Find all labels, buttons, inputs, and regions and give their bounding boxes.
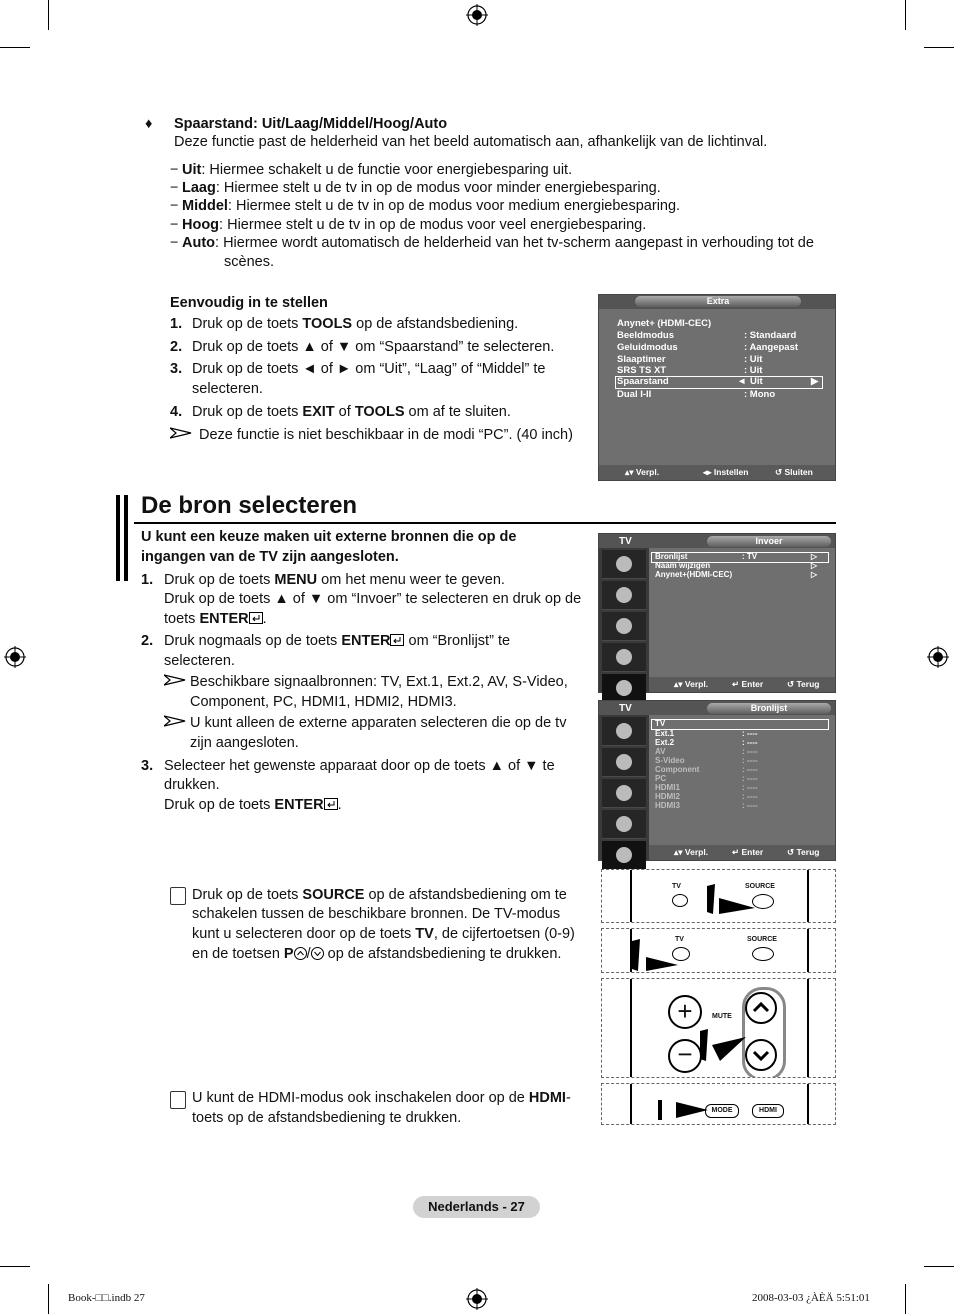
section-intro-1: U kunt een keuze maken uit externe bronnen die op de bbox=[141, 529, 517, 545]
source-value: : ---- bbox=[742, 747, 758, 756]
step-number: 1. bbox=[141, 572, 154, 588]
easy-note: Deze functie is niet beschikbaar in de modi “PC”. (40 inch) bbox=[199, 427, 573, 443]
step-3-line-3: Druk op de toets ENTER . bbox=[164, 797, 342, 813]
osd-row-value: : TV bbox=[742, 552, 758, 561]
mode-button[interactable]: MODE bbox=[705, 1104, 739, 1118]
osd-row-label: Anynet+(HDMI-CEC) bbox=[655, 570, 733, 579]
osd-foot-move: ▴▾ Verpl. bbox=[625, 467, 660, 477]
osd-row-label: Naam wijzigen bbox=[655, 561, 711, 570]
input-menu-icon[interactable] bbox=[602, 841, 646, 870]
crop-mark bbox=[0, 47, 30, 48]
option-laag: − Laag: Hiermee stelt u de tv in op de modus voor minder energiebesparing. bbox=[170, 180, 661, 196]
crop-mark bbox=[905, 0, 906, 30]
picture-menu-icon[interactable] bbox=[602, 717, 646, 746]
osd-foot-set: ◂▸ Instellen bbox=[703, 467, 749, 477]
osd-invoer-title: Invoer bbox=[707, 536, 831, 547]
remote-hand-icon bbox=[170, 887, 186, 905]
chevron-up-icon bbox=[747, 994, 775, 1022]
registration-mark-icon bbox=[4, 646, 26, 668]
easy-heading: Eenvoudig in te stellen bbox=[170, 295, 328, 311]
source-key-label: SOURCE bbox=[745, 883, 775, 890]
option-uit: − Uit: Hiermee schakelt u de functie voor energiebesparing uit. bbox=[170, 162, 573, 178]
hdmi-button[interactable]: HDMI bbox=[752, 1104, 784, 1118]
easy-step-1: 1. Druk op de toets TOOLS op de afstandsbediening. bbox=[170, 316, 519, 332]
osd-bronlijst-screen bbox=[598, 700, 836, 861]
osd-invoer-screen bbox=[598, 533, 836, 693]
step-number: 2. bbox=[141, 633, 154, 649]
registration-mark-icon bbox=[927, 646, 949, 668]
tv-key-label: TV bbox=[675, 936, 684, 943]
remote-illustration-tv bbox=[601, 928, 836, 973]
note-arrow-icon bbox=[164, 715, 186, 727]
crop-mark bbox=[905, 1284, 906, 1314]
crop-mark bbox=[0, 1266, 30, 1267]
osd-left-arrow-icon: ◄ bbox=[737, 376, 747, 387]
osd-row-value: : Mono bbox=[744, 389, 776, 400]
option-auto-continuation: scènes. bbox=[224, 254, 274, 270]
easy-step-4: 4. Druk op de toets EXIT of TOOLS om af te sluiten. bbox=[170, 404, 511, 420]
osd-selected-row[interactable]: Spaarstand ◄ Uit ▶ bbox=[615, 376, 823, 389]
note-1-line-2: Component, PC, HDMI1, HDMI2, HDMI3. bbox=[190, 694, 457, 710]
source-item: Component bbox=[655, 765, 700, 774]
section-title: De bron selecteren bbox=[141, 492, 358, 519]
source-value: : ---- bbox=[742, 801, 758, 810]
pointer-arrow-icon bbox=[707, 884, 757, 914]
osd-footer: ▴▾ Verpl. ↵ Enter ↺ Terug bbox=[649, 845, 835, 860]
bullet-diamond: ♦ bbox=[145, 116, 153, 132]
source-value: : ---- bbox=[742, 738, 758, 747]
enter-icon bbox=[390, 634, 404, 646]
chevron-down-icon bbox=[747, 1041, 775, 1069]
channel-up-icon bbox=[294, 947, 307, 960]
osd-row-label: Slaaptimer bbox=[617, 354, 666, 365]
osd-row-label: Dual I-II bbox=[617, 389, 652, 400]
osd-row-value: : Uit bbox=[744, 365, 763, 376]
source-button[interactable] bbox=[752, 947, 774, 961]
hdmi-note-line-1: U kunt de HDMI-modus ook inschakelen door op de HDMI- bbox=[192, 1090, 571, 1106]
volume-down-button[interactable]: − bbox=[668, 1039, 702, 1073]
sound-menu-icon[interactable] bbox=[602, 748, 646, 777]
title-rule bbox=[134, 522, 836, 524]
step-3-line-2: drukken. bbox=[164, 777, 220, 793]
channel-down-button[interactable] bbox=[745, 1039, 777, 1071]
osd-side-menu bbox=[599, 715, 649, 860]
source-item: HDMI3 bbox=[655, 801, 680, 810]
remote-illustration-hdmi bbox=[601, 1083, 836, 1125]
mute-key-label: MUTE bbox=[712, 1013, 732, 1020]
channel-down-icon bbox=[311, 947, 324, 960]
section-sidebar-bar bbox=[124, 495, 128, 581]
osd-row-label: SRS TS XT bbox=[617, 365, 667, 376]
step-2-line-2: selecteren. bbox=[164, 653, 235, 669]
channel-up-button[interactable] bbox=[745, 992, 777, 1024]
input-menu-icon[interactable] bbox=[602, 674, 646, 703]
source-value: : ---- bbox=[742, 792, 758, 801]
osd-footer: ▴▾ Verpl. ↵ Enter ↺ Terug bbox=[649, 677, 835, 692]
picture-menu-icon[interactable] bbox=[602, 550, 646, 579]
step-1-line-1: Druk op de toets MENU om het menu weer te geven. bbox=[164, 572, 505, 588]
registration-mark-icon bbox=[466, 1288, 488, 1310]
note-2-line-2: zijn aangesloten. bbox=[190, 735, 299, 751]
hdmi-note-line-2: toets op de afstandsbediening te drukken. bbox=[192, 1110, 462, 1126]
osd-row-label: Geluidmodus bbox=[617, 342, 678, 353]
source-tv: TV bbox=[655, 719, 666, 728]
settings-menu-icon[interactable] bbox=[602, 810, 646, 839]
osd-right-arrow-icon: ▶ bbox=[811, 376, 819, 387]
note-1-line-1: Beschikbare signaalbronnen: TV, Ext.1, Ext.2, AV, S-Video, bbox=[190, 674, 568, 690]
sound-menu-icon[interactable] bbox=[602, 581, 646, 610]
crop-mark bbox=[924, 1266, 954, 1267]
osd-side-label: TV bbox=[619, 703, 632, 714]
step-3-line-1: Selecteer het gewenste apparaat door op de toets ▲ of ▼ te bbox=[164, 758, 555, 774]
source-item: HDMI1 bbox=[655, 783, 680, 792]
osd-arrow-icon: ▷ bbox=[811, 561, 818, 570]
source-note-line-4: en de toetsen P / op de afstandsbediening te drukken. bbox=[192, 946, 562, 962]
osd-arrow-icon: ▷ bbox=[811, 570, 818, 579]
channel-menu-icon[interactable] bbox=[602, 779, 646, 808]
osd-bronlijst-title: Bronlijst bbox=[707, 703, 831, 714]
source-value: : ---- bbox=[742, 765, 758, 774]
page-number-pill: Nederlands - 27 bbox=[413, 1196, 540, 1218]
pointer-arrow-icon bbox=[632, 939, 680, 971]
source-item: HDMI2 bbox=[655, 792, 680, 801]
osd-arrow-icon: ▷ bbox=[811, 552, 818, 561]
option-auto: − Auto: Hiermee wordt automatisch de helderheid van het tv-scherm aangepast in verhouding tot de bbox=[170, 235, 814, 251]
source-note-line-3: kunt u selecteren door op de toets TV, de cijfertoetsen (0-9) bbox=[192, 926, 575, 942]
osd-extra-title: Extra bbox=[635, 296, 801, 307]
pointer-arrow-icon bbox=[654, 1098, 709, 1120]
registration-mark-icon bbox=[466, 4, 488, 26]
source-note-line-1: Druk op de toets SOURCE op de afstandsbediening om te bbox=[192, 887, 567, 903]
source-item: AV bbox=[655, 747, 666, 756]
print-file-info: Book-□□.indb 27 bbox=[68, 1292, 145, 1304]
note-2-line-1: U kunt alleen de externe apparaten selecteren die op de tv bbox=[190, 715, 567, 731]
osd-foot-close: ↺ Sluiten bbox=[775, 467, 813, 477]
tv-button[interactable] bbox=[672, 894, 688, 907]
volume-up-button[interactable]: + bbox=[668, 995, 702, 1029]
spaarstand-intro: Deze functie past de helderheid van het beeld automatisch aan, afhankelijk van de lichtinval. bbox=[174, 134, 768, 150]
source-item: PC bbox=[655, 774, 667, 783]
osd-row-label: Anynet+ (HDMI-CEC) bbox=[617, 318, 712, 329]
osd-row-value: : Standaard bbox=[744, 330, 797, 341]
osd-extra-screen bbox=[598, 294, 836, 481]
tv-key-label: TV bbox=[672, 883, 681, 890]
osd-row-value: : Aangepast bbox=[744, 342, 799, 353]
osd-row-label: Beeldmodus bbox=[617, 330, 675, 341]
osd-side-menu bbox=[599, 548, 649, 692]
osd-selected-row[interactable] bbox=[651, 719, 829, 730]
option-hoog: − Hoog: Hiermee stelt u de tv in op de modus voor veel energiebesparing. bbox=[170, 217, 647, 233]
source-item: Ext.1 bbox=[655, 729, 675, 738]
step-number: 3. bbox=[141, 758, 154, 774]
source-item: S-Video bbox=[655, 756, 685, 765]
enter-icon bbox=[324, 798, 338, 810]
note-arrow-icon bbox=[164, 674, 186, 686]
note-arrow-icon bbox=[170, 427, 192, 439]
print-date-info: 2008-03-03 ¿ÀÈÄ 5:51:01 bbox=[752, 1292, 870, 1304]
easy-step-3: 3. Druk op de toets ◄ of ► om “Uit”, “Laag” of “Middel” te selecteren. bbox=[170, 361, 546, 397]
source-value: : ---- bbox=[742, 774, 758, 783]
source-value: : ---- bbox=[742, 783, 758, 792]
enter-icon bbox=[249, 612, 263, 624]
remote-hand-icon bbox=[170, 1091, 186, 1109]
easy-step-2: 2. Druk op de toets ▲ of ▼ om “Spaarstand” te selecteren. bbox=[170, 339, 555, 355]
osd-row-value: : Uit bbox=[744, 354, 763, 365]
source-item: Ext.2 bbox=[655, 738, 675, 747]
crop-mark bbox=[48, 1284, 49, 1314]
source-value: : ---- bbox=[742, 756, 758, 765]
osd-side-label: TV bbox=[619, 536, 632, 547]
source-value: : ---- bbox=[742, 729, 758, 738]
osd-row-label: Bronlijst bbox=[655, 552, 688, 561]
step-1-line-3: toets ENTER . bbox=[164, 611, 267, 627]
option-middel: − Middel: Hiermee stelt u de tv in op de modus voor medium energiebesparing. bbox=[170, 198, 681, 214]
pointer-arrow-icon bbox=[700, 1029, 748, 1061]
section-intro-2: ingangen van de TV zijn aangesloten. bbox=[141, 549, 399, 565]
step-1-line-2: Druk op de toets ▲ of ▼ om “Invoer” te selecteren en druk op de bbox=[164, 591, 582, 607]
remote-illustration-source bbox=[601, 869, 836, 923]
crop-mark bbox=[48, 0, 49, 30]
osd-footer bbox=[599, 465, 835, 480]
spaarstand-heading: Spaarstand: Uit/Laag/Middel/Hoog/Auto bbox=[174, 116, 448, 132]
settings-menu-icon[interactable] bbox=[602, 643, 646, 672]
source-key-label: SOURCE bbox=[747, 936, 777, 943]
channel-menu-icon[interactable] bbox=[602, 612, 646, 641]
source-note-line-2: schakelen tussen de beschikbare bronnen. De TV-modus bbox=[192, 906, 561, 922]
section-sidebar-bar bbox=[116, 495, 120, 581]
remote-illustration-channel bbox=[601, 978, 836, 1078]
step-2-line-1: Druk nogmaals op de toets ENTER om “Bronlijst” te bbox=[164, 633, 511, 649]
crop-mark bbox=[924, 47, 954, 48]
